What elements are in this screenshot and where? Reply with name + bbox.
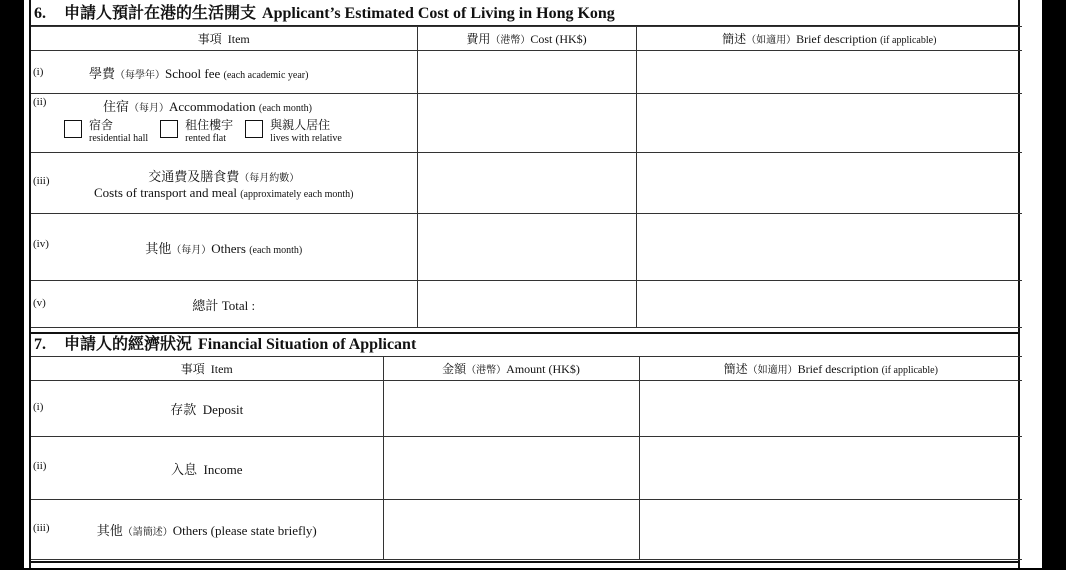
rented-flat-option[interactable]: 租住樓宇 rented flat bbox=[160, 119, 233, 145]
deposit-amount-field[interactable] bbox=[383, 381, 639, 437]
next-section-divider bbox=[31, 561, 1018, 570]
other-assets-amount-field[interactable] bbox=[383, 500, 639, 560]
amount-header: 金額（港幣）Amount (HK$) bbox=[383, 357, 639, 381]
financial-situation-table bbox=[31, 356, 1022, 560]
lives-with-relative-option[interactable]: 與親人居住 lives with relative bbox=[245, 119, 342, 145]
residential-hall-checkbox[interactable] bbox=[64, 120, 82, 138]
form-frame bbox=[29, 0, 1020, 568]
table-row bbox=[31, 214, 1022, 281]
total-label: (v) 總計 Total : bbox=[31, 281, 417, 328]
table-row bbox=[31, 153, 1022, 214]
table-row bbox=[31, 94, 1022, 153]
table-row bbox=[31, 281, 1022, 328]
income-label: (ii) 入息 Income bbox=[31, 437, 383, 500]
school-fee-label: (i) 學費（每學年）School fee (each academic year) bbox=[31, 51, 417, 94]
lives-with-relative-checkbox[interactable] bbox=[245, 120, 263, 138]
other-assets-description-field[interactable] bbox=[639, 500, 1022, 560]
deposit-description-field[interactable] bbox=[639, 381, 1022, 437]
section-title-zh: 申請人的經濟狀況 bbox=[64, 336, 193, 353]
table-row bbox=[31, 381, 1022, 437]
table-row bbox=[31, 437, 1022, 500]
description-header: 簡述（如適用）Brief description (if applicable) bbox=[636, 27, 1022, 51]
transport-meal-description-field[interactable] bbox=[636, 153, 1022, 214]
residential-hall-option[interactable]: 宿舍 residential hall bbox=[64, 119, 148, 145]
transport-meal-cost-field[interactable] bbox=[417, 153, 636, 214]
item-header: 事項 Item bbox=[31, 357, 383, 381]
section-title-en: Financial Situation of Applicant bbox=[198, 336, 417, 353]
accommodation-cost-field[interactable] bbox=[417, 94, 636, 153]
transport-meal-label: (iii) 交通費及膳食費（每月約數） Costs of transport and meal (approximately each month) bbox=[31, 153, 417, 214]
other-assets-label: (iii) 其他（請簡述）Others (please state briefly) bbox=[31, 500, 383, 560]
others-description-field[interactable] bbox=[636, 214, 1022, 281]
rented-flat-checkbox[interactable] bbox=[160, 120, 178, 138]
accommodation-description-field[interactable] bbox=[636, 94, 1022, 153]
income-amount-field[interactable] bbox=[383, 437, 639, 500]
others-label: (iv) 其他（每月）Others (each month) bbox=[31, 214, 417, 281]
total-description-field[interactable] bbox=[636, 281, 1022, 328]
income-description-field[interactable] bbox=[639, 437, 1022, 500]
table-row bbox=[31, 51, 1022, 94]
item-header: 事項 Item bbox=[31, 27, 417, 51]
description-header: 簡述（如適用）Brief description (if applicable) bbox=[639, 357, 1022, 381]
section-title-zh: 申請人預計在港的生活開支 bbox=[64, 5, 257, 22]
section-title-en: Applicant’s Estimated Cost of Living in Hong Kong bbox=[262, 5, 615, 22]
section-6-title bbox=[31, 3, 1018, 26]
deposit-label: (i) 存款 Deposit bbox=[31, 381, 383, 437]
cost-of-living-table bbox=[31, 26, 1022, 328]
total-cost-field[interactable] bbox=[417, 281, 636, 328]
school-fee-description-field[interactable] bbox=[636, 51, 1022, 94]
table-row bbox=[31, 500, 1022, 560]
school-fee-cost-field[interactable] bbox=[417, 51, 636, 94]
accommodation-label: (ii) 住宿（每月）Accommodation (each month) 宿舍 residential hall 租住樓宇 rented flat 與親人居住 lives with relative bbox=[31, 94, 417, 153]
section-number: 6. bbox=[34, 5, 46, 22]
cost-header: 費用（港幣）Cost (HK$) bbox=[417, 27, 636, 51]
accommodation-options bbox=[64, 119, 342, 145]
section-number: 7. bbox=[34, 336, 46, 353]
section-7-title bbox=[31, 332, 1018, 357]
others-cost-field[interactable] bbox=[417, 214, 636, 281]
